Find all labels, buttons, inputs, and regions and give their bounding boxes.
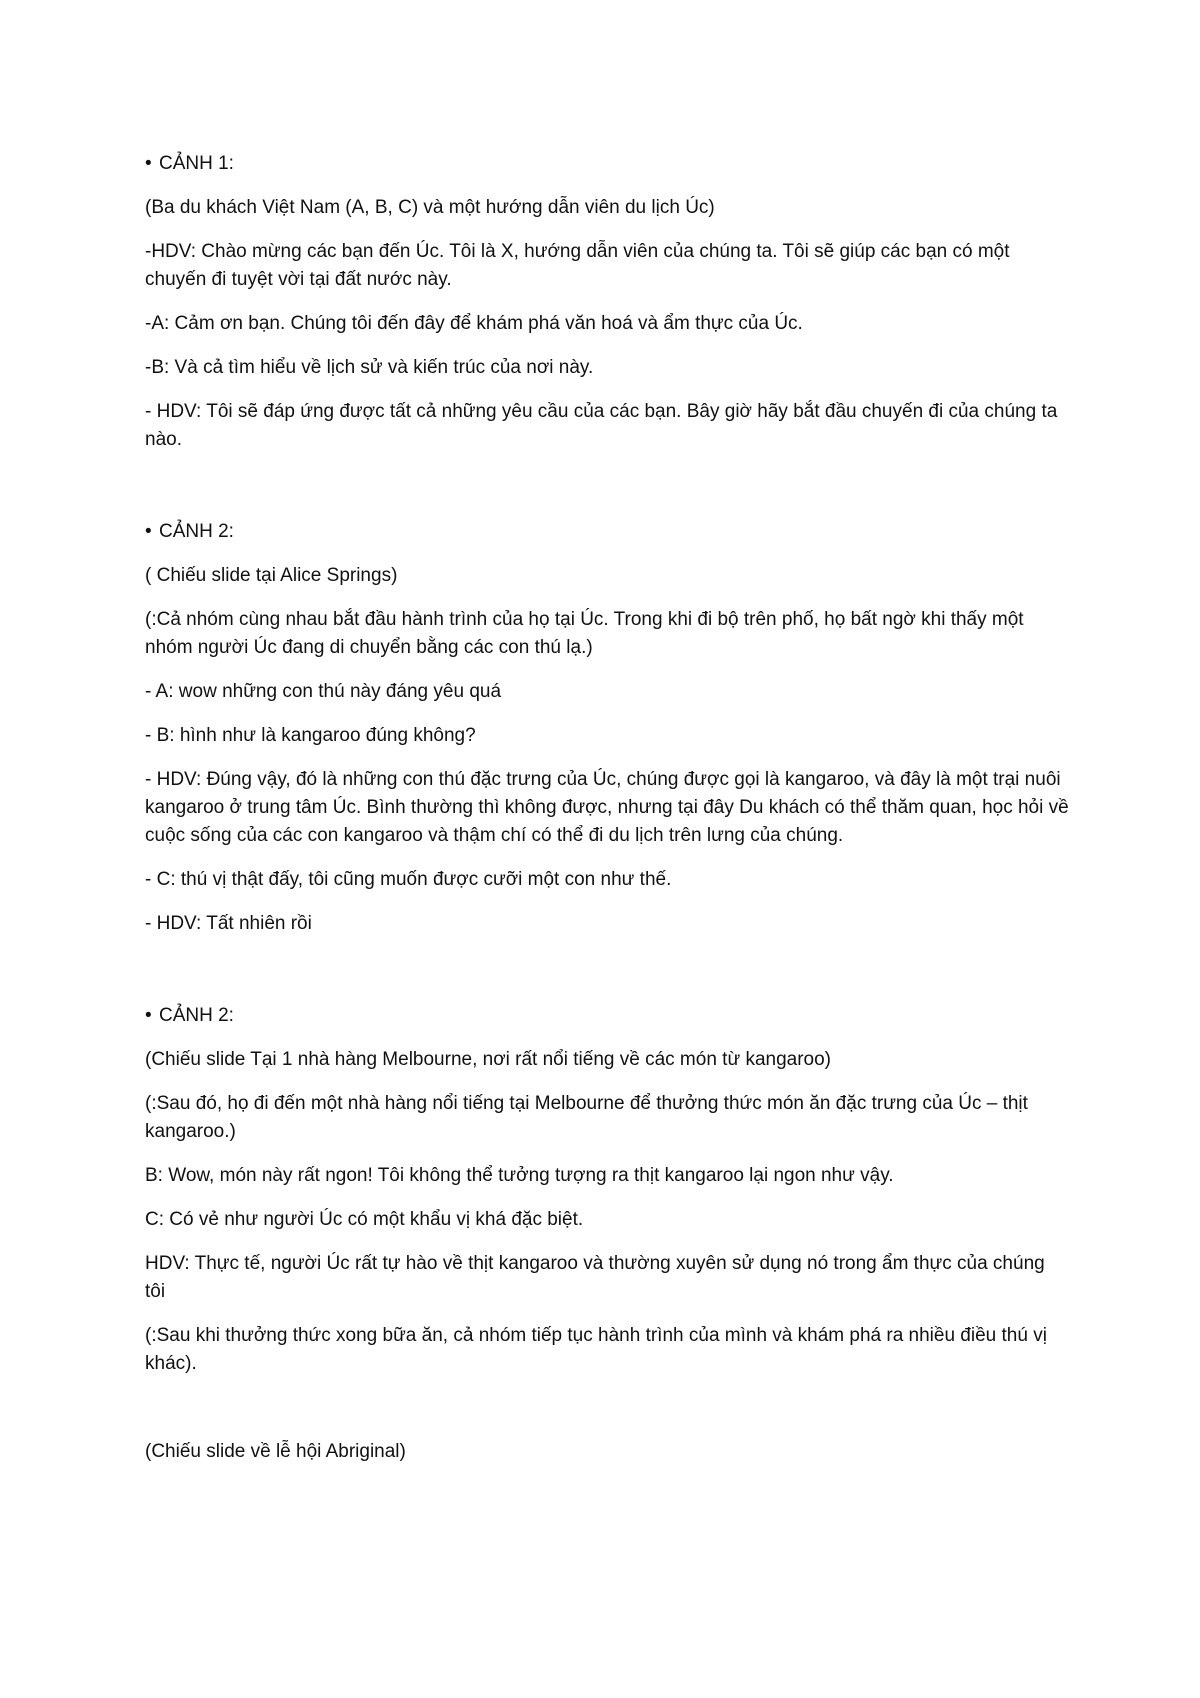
bullet-icon: •	[145, 1005, 152, 1026]
paragraph: (:Sau khi thưởng thức xong bữa ăn, cả nhóm tiếp tục hành trình của mình và khám phá ra nhiều điều thú vị khác).	[145, 1325, 1047, 1374]
scene-2	[145, 518, 1070, 938]
paragraph: -HDV: Chào mừng các bạn đến Úc. Tôi là X, hướng dẫn viên của chúng ta. Tôi sẽ giúp các bạn có một chuyến đi tuyệt vời tại đất nước này.	[145, 241, 1010, 290]
paragraph: - B: hình như là kangaroo đúng không?	[145, 725, 476, 746]
paragraph: - A: wow những con thú này đáng yêu quá	[145, 681, 502, 702]
closing-line: (Chiếu slide về lễ hội Abriginal)	[145, 1441, 406, 1462]
paragraph: (Ba du khách Việt Nam (A, B, C) và một hướng dẫn viên du lịch Úc)	[145, 197, 715, 218]
paragraph: - HDV: Tôi sẽ đáp ứng được tất cả những yêu cầu của các bạn. Bây giờ hãy bắt đầu chuyến đi của chúng ta nào.	[145, 401, 1058, 450]
paragraph: B: Wow, món này rất ngon! Tôi không thể tưởng tượng ra thịt kangaroo lại ngon như vậy.	[145, 1165, 894, 1186]
paragraph: - HDV: Đúng vậy, đó là những con thú đặc trưng của Úc, chúng được gọi là kangaroo, và đây là một trại nuôi kangaroo ở trung tâm Úc. Bình thường thì không được, nhưng tại đây Du khách có thể thăm quan, học hỏi về cuộc sống của các con kangaroo và thậm chí có thể đi du lịch trên lưng của chúng.	[145, 769, 1069, 846]
paragraph: (:Cả nhóm cùng nhau bắt đầu hành trình của họ tại Úc. Trong khi đi bộ trên phố, họ bất ngờ khi thấy một nhóm người Úc đang di chuyển bằng các con thú lạ.)	[145, 609, 1024, 658]
bullet-icon: •	[145, 153, 152, 174]
paragraph: (:Sau đó, họ đi đến một nhà hàng nổi tiếng tại Melbourne để thưởng thức món ăn đặc trưng của Úc – thịt kangaroo.)	[145, 1093, 1028, 1142]
spacer	[145, 1394, 1070, 1438]
paragraph: - HDV: Tất nhiên rồi	[145, 913, 312, 934]
paragraph: C: Có vẻ như người Úc có một khẩu vị khá đặc biệt.	[145, 1209, 584, 1230]
paragraph: -A: Cảm ơn bạn. Chúng tôi đến đây để khám phá văn hoá và ẩm thực của Úc.	[145, 313, 803, 334]
paragraph: -B: Và cả tìm hiểu về lịch sử và kiến trúc của nơi này.	[145, 357, 594, 378]
closing	[145, 1438, 1070, 1466]
scene-1	[145, 150, 1070, 454]
scene-3-heading: • CẢNH 2:	[145, 1002, 1070, 1030]
scene-3	[145, 1002, 1070, 1378]
scene-1-heading: • CẢNH 1:	[145, 150, 1070, 178]
paragraph: HDV: Thực tế, người Úc rất tự hào về thịt kangaroo và thường xuyên sử dụng nó trong ẩm thực của chúng tôi	[145, 1253, 1045, 1302]
scene-2-heading: • CẢNH 2:	[145, 518, 1070, 546]
paragraph: (Chiếu slide Tại 1 nhà hàng Melbourne, nơi rất nổi tiếng về các món từ kangaroo)	[145, 1049, 831, 1070]
spacer	[145, 954, 1070, 1002]
bullet-icon: •	[145, 521, 152, 542]
paragraph: ( Chiếu slide tại Alice Springs)	[145, 565, 398, 586]
spacer	[145, 470, 1070, 518]
paragraph: - C: thú vị thật đấy, tôi cũng muốn được cưỡi một con như thế.	[145, 869, 672, 890]
